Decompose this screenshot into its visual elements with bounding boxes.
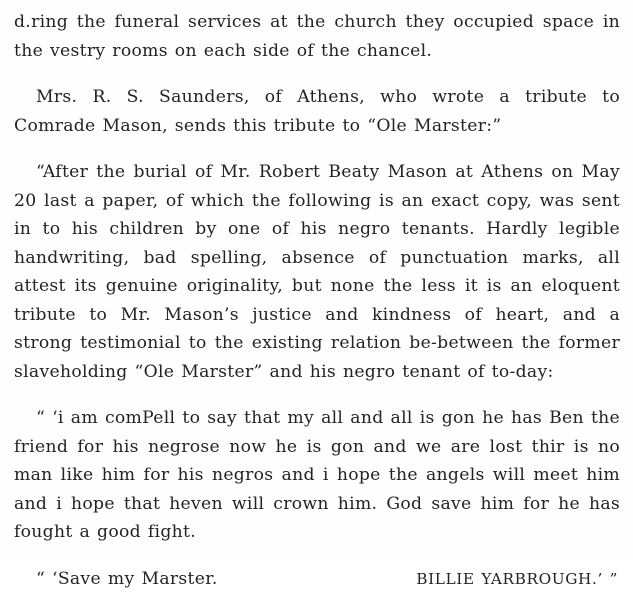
signature: BILLIE YARBROUGH.’ ” bbox=[416, 565, 620, 593]
closing-text: “ ‘Save my Marster. bbox=[14, 565, 218, 593]
paragraph-3: “After the burial of Mr. Robert Beaty Mason at Athens on May 20 last a paper, of which the following is an exact copy, was sent in to his children by one of his negro tenants. Hardly legible handwriting, bad spelling, absence of punctuation marks, all attest its genuine originality, but none the less it is an eloquent tribute to Mr. Mason’s justice and kindness of heart, and a strong testimonial to the existing relation be-between the former slaveholding “Ole Marster” and his negro tenant of to-day: bbox=[14, 158, 620, 386]
paragraph-2: Mrs. R. S. Saunders, of Athens, who wrote a tribute to Comrade Mason, sends this tribute to “Ole Marster:” bbox=[14, 83, 620, 140]
paragraph-1: d.ring the funeral services at the church they occupied space in the vestry rooms on each side of the chancel. bbox=[14, 8, 620, 65]
paragraph-4: “ ‘i am comPell to say that my all and all is gon he has Ben the friend for his negrose now he is gon and we are lost thir is no man like him for his negros and i hope the angels will meet him and i hope that heven will crown him. God save him for he has fought a good fight. bbox=[14, 404, 620, 547]
text-column bbox=[14, 8, 620, 593]
closing-line bbox=[14, 565, 620, 593]
